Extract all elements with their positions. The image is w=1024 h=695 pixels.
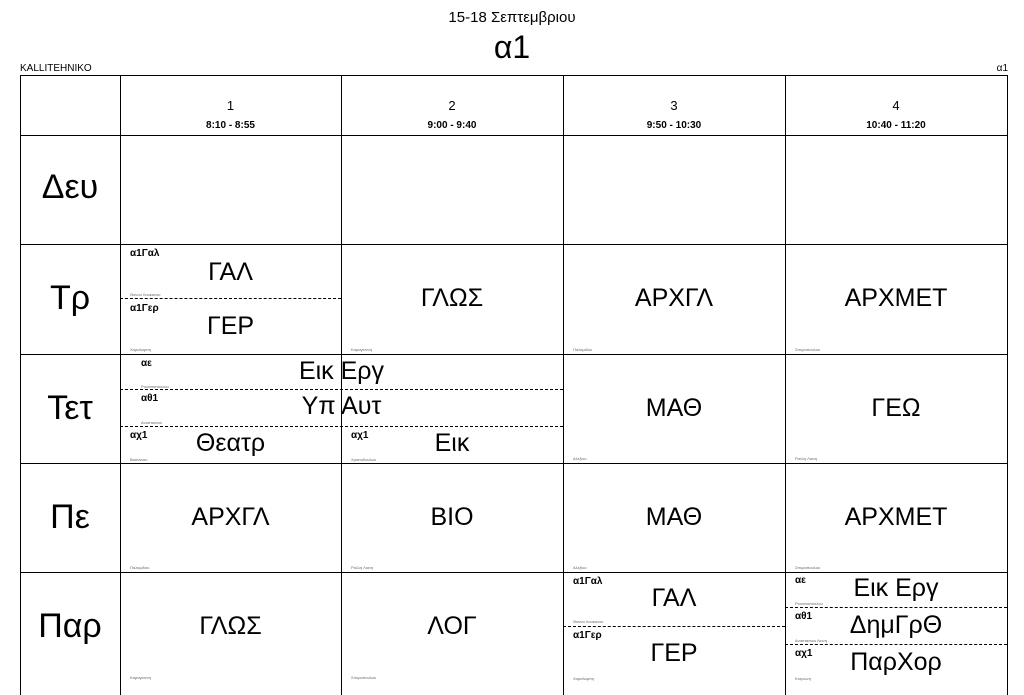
teacher-label: Ρουσσοπουλου (141, 384, 169, 389)
teacher-label: Καραγιαννη (130, 675, 151, 680)
subject-label: ΜΑΘ (645, 503, 703, 531)
lesson-cell (120, 299, 341, 354)
teacher-label: Ραλλη Λιανη (351, 565, 374, 570)
group-label: αχ1 (351, 430, 369, 441)
teacher-label: Αναστασιου (141, 420, 162, 425)
lesson-cell (785, 244, 1007, 354)
lesson-cell (341, 244, 563, 354)
period-number: 2 (448, 98, 456, 113)
group-label: α1Γερ (130, 303, 159, 314)
teacher-label: Ρουσσοπουλου (795, 601, 823, 606)
lesson-cell (120, 244, 341, 298)
group-label: αε (141, 358, 152, 369)
teacher-label: Χαραλαμπη (573, 676, 595, 681)
lesson-cell (785, 354, 1007, 463)
subject-label: ΓΛΩΣ (420, 284, 484, 312)
teacher-label: Βασιλειου (130, 457, 148, 462)
subject-label: ΒΙΟ (430, 503, 474, 531)
period-number: 4 (892, 98, 900, 113)
lesson-cell (563, 244, 785, 354)
subject-label: ΓΕΡ (650, 639, 698, 667)
lesson-cell (785, 572, 1007, 607)
lesson-cell (341, 463, 563, 572)
group-label: αθ1 (141, 393, 159, 404)
teacher-label: Θανου Λουκανου (130, 292, 161, 297)
subject-label: ΓΛΩΣ (199, 612, 262, 640)
period-time: 9:00 - 9:40 (427, 120, 477, 131)
subject-label: ΓΕΩ (871, 394, 921, 422)
lesson-cell (341, 427, 563, 463)
header-class-name: α1 (493, 29, 531, 65)
lesson-cell (785, 463, 1007, 572)
period-header-2 (341, 75, 563, 135)
lesson-cell (785, 608, 1007, 644)
period-time: 9:50 - 10:30 (646, 120, 702, 131)
day-label-wed: Τετ (47, 389, 93, 427)
teacher-label: Κοτρωνη (795, 676, 811, 681)
teacher-label: Αλεξιου (573, 456, 587, 461)
subject-label: ΓΑΛ (651, 584, 697, 612)
group-label: αχ1 (130, 430, 148, 441)
group-label: αε (795, 575, 806, 586)
lesson-cell (563, 627, 785, 683)
teacher-label: Αναστασιου Λιανη (795, 638, 827, 643)
day-label-thu: Πε (50, 498, 90, 536)
day-label-fri: Παρ (38, 607, 102, 645)
teacher-label: Ραλλη Λιανη (795, 456, 818, 461)
period-time: 8:10 - 8:55 (206, 120, 255, 131)
group-label: αχ1 (795, 648, 813, 659)
subject-label: ΑΡΧΜΕΤ (844, 284, 948, 312)
period-header-4 (785, 75, 1007, 135)
lesson-cell (563, 354, 785, 463)
day-label-mon: Δευ (41, 168, 99, 206)
subject-label: Υπ Αυτ (301, 392, 382, 420)
period-number: 1 (226, 98, 235, 113)
lesson-cell (120, 354, 563, 389)
timetable-grid (20, 75, 1008, 695)
subject-label: ΑΡΧΜΕΤ (844, 503, 948, 531)
lesson-cell (120, 427, 341, 463)
subject-label: Θεατρ (195, 429, 266, 457)
teacher-label: Σπυροπουλου (795, 565, 821, 570)
period-time: 10:40 - 11:20 (866, 120, 926, 131)
subject-label: ΓΑΛ (208, 258, 253, 286)
subject-label: Εικ Εργ (298, 357, 385, 385)
teacher-label: Χαραλαμπη (130, 347, 152, 352)
lesson-cell (120, 463, 341, 572)
group-label: α1Γερ (573, 630, 602, 641)
subject-label: ΜΑΘ (645, 394, 703, 422)
teacher-label: Σπυροπουλου (795, 347, 821, 352)
header-class-code: α1 (996, 63, 1008, 74)
teacher-label: Παλαμιδου (130, 565, 150, 570)
group-label: αθ1 (795, 611, 813, 622)
period-number: 3 (670, 98, 678, 113)
subject-label: Εικ Εργ (853, 574, 939, 602)
lesson-cell (785, 645, 1007, 683)
subject-label: Εικ (434, 429, 470, 457)
lesson-cell (120, 572, 341, 682)
subject-label: ΑΡΧΓΛ (634, 284, 714, 312)
teacher-label: Χριστοδουλου (351, 457, 377, 462)
group-label: α1Γαλ (130, 248, 160, 259)
period-header-3 (563, 75, 785, 135)
subject-label: ΑΡΧΓΛ (191, 503, 270, 531)
subject-label: ΛΟΓ (427, 612, 477, 640)
period-header-1 (120, 75, 341, 135)
lesson-cell (563, 572, 785, 626)
teacher-label: Σπυροπουλου (351, 675, 377, 680)
subject-label: ΓΕΡ (206, 312, 255, 340)
teacher-label: Καραγιαννη (351, 347, 372, 352)
lesson-cell (120, 390, 563, 426)
subject-label: ΔημΓρΘ (849, 611, 943, 639)
subject-label: ΠαρΧορ (850, 648, 942, 676)
header-date-range: 15-18 Σεπτεμβριου (448, 9, 576, 26)
teacher-label: Θανου Λουκανου (573, 619, 604, 624)
lesson-cell (563, 463, 785, 572)
header-school: KALLITEHNIKO (20, 63, 92, 74)
lesson-cell (341, 572, 563, 682)
teacher-label: Παλαμιδου (573, 347, 593, 352)
group-label: α1Γαλ (573, 576, 603, 587)
day-label-tue: Τρ (49, 279, 91, 317)
teacher-label: Αλεξιου (573, 565, 587, 570)
